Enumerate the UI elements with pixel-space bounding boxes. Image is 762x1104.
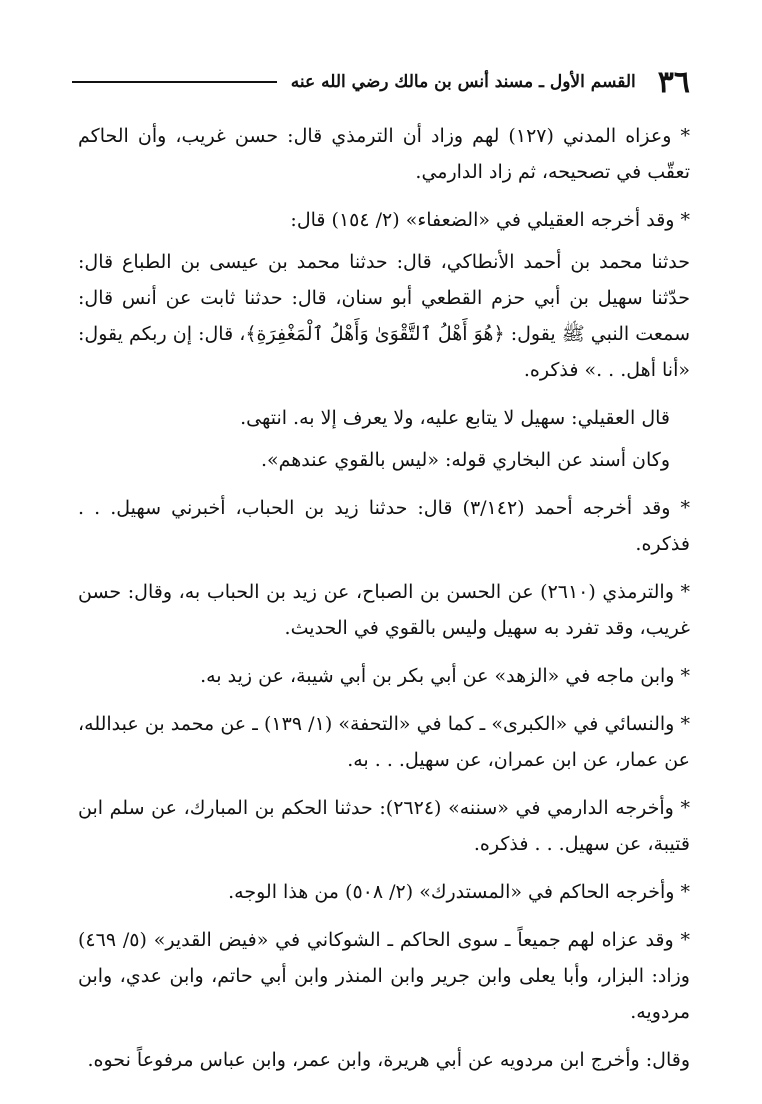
paragraph-shawkani: * وقد عزاه لهم جميعاً ـ سوى الحاكم ـ الشوكاني في «فيض القدير» (٥/ ٤٦٩) وزاد: البزار، وأبا يعلى وابن جرير وابن المنذر وابن أبي حاتم، وابن عدي، وابن مردويه. (78, 929, 690, 1023)
paragraph-hakim: * وأخرجه الحاكم في «المستدرك» (٢/ ٥٠٨) من هذا الوجه. (228, 881, 690, 903)
paragraph-uqayli-comment: قال العقيلي: سهيل لا يتابع عليه، ولا يعرف إلا به. انتهى. (240, 407, 670, 429)
paragraph-bukhari-quote: وكان أسند عن البخاري قوله: «ليس بالقوي عندهم». (260, 449, 670, 471)
running-title: القسم الأول ـ مسند أنس بن مالك رضي الله عنه (290, 72, 636, 92)
paragraph-tirmidhi: * والترمذي (٢٦١٠) عن الحسن بن الصباح، عن زيد بن الحباب به، وقال: حسن غريب، وقد تفرد به سهيل وليس بالقوي في الحديث. (78, 581, 690, 639)
page-header (72, 64, 690, 100)
paragraph-ahmad: * وقد أخرجه أحمد (٣/١٤٢) قال: حدثنا زيد بن الحباب، أخبرني سهيل. . . فذكره. (78, 497, 690, 555)
paragraph-ibn-marduwayh: وقال: وأخرج ابن مردويه عن أبي هريرة، وابن عمر، وابن عباس مرفوعاً نحوه. (87, 1049, 690, 1071)
page-number: ٣٦ (657, 64, 690, 100)
header-rule (72, 81, 277, 83)
paragraph-uqayli-source: * وقد أخرجه العقيلي في «الضعفاء» (٢/ ١٥٤) قال: (290, 209, 690, 231)
paragraph-darimi: * وأخرجه الدارمي في «سننه» (٢٦٢٤): حدثنا الحكم بن المبارك، عن سلم ابن قتيبة، عن سهيل. . . فذكره. (78, 797, 690, 855)
page-body (78, 118, 690, 1090)
paragraph-isnad-hadith: حدثنا محمد بن أحمد الأنطاكي، قال: حدثنا محمد بن عيسى بن الطباع قال: حدّثنا سهيل بن أبي حزم القطعي أبو سنان، قال: حدثنا ثابت عن أنس قال: سمعت النبي ﷺ يقول: ﴿هُوَ أَهْلُ ٱلتَّقْوَىٰ وَأَهْلُ ٱلْمَغْفِرَةِ﴾، قال: إن ربكم يقول: «أنا أهل. . .» فذكره. (78, 251, 690, 381)
paragraph-attribution-madani: * وعزاه المدني (١٢٧) لهم وزاد أن الترمذي قال: حسن غريب، وأن الحاكم تعقّب في تصحيحه، ثم زاد الدارمي. (78, 125, 690, 183)
paragraph-nasai: * والنسائي في «الكبرى» ـ كما في «التحفة» (١/ ١٣٩) ـ عن محمد بن عبدالله، عن عمار، عن ابن عمران، عن سهيل. . . به. (78, 713, 690, 771)
paragraph-ibn-majah: * وابن ماجه في «الزهد» عن أبي بكر بن أبي شيبة، عن زيد به. (200, 665, 690, 687)
